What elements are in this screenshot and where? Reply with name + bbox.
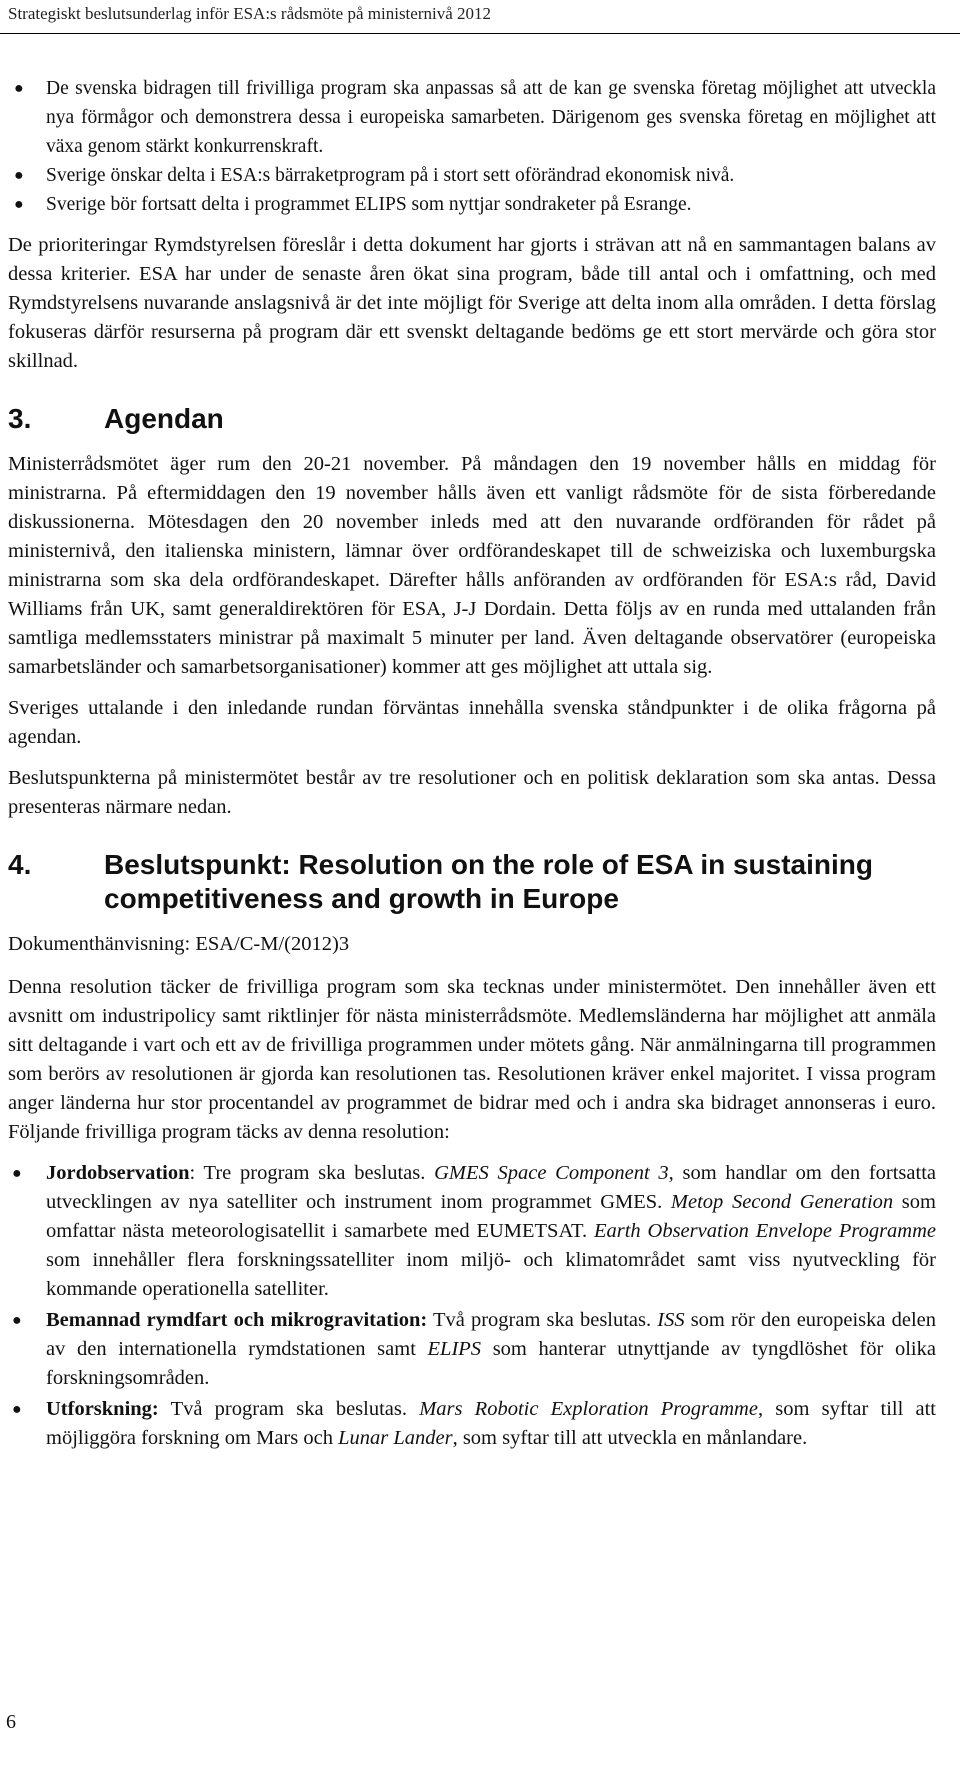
list-item: ● Sverige önskar delta i ESA:s bärraketprogram på i stort sett oförändrad ekonomisk nivå. (8, 161, 936, 190)
bullet-icon: ● (14, 80, 24, 97)
running-header-title: Strategiskt beslutsunderlag inför ESA:s rådsmöte på ministernivå 2012 (8, 4, 492, 23)
list-item: ● Utforskning: Två program ska beslutas. Mars Robotic Exploration Programme, som syftar till att möjliggöra forskning om Mars och Lunar Lander, som syftar till att utveckla en månlandare. (8, 1395, 936, 1453)
bullet-icon: ● (14, 196, 24, 213)
agenda-paragraph: Beslutspunkterna på ministermötet består av tre resolutioner och en politisk deklaration som ska antas. Dessa presenteras närmare nedan. (8, 767, 936, 818)
document-body (8, 74, 936, 1455)
section-number: 4. (8, 849, 32, 880)
bullet-icon: ● (12, 1312, 22, 1329)
section-4-heading (8, 848, 936, 916)
section-3-heading (8, 402, 936, 436)
document-reference: Dokumenthänvisning: ESA/C-M/(2012)3 (8, 933, 350, 955)
bullet-icon: ● (14, 167, 24, 184)
section-title: Beslutspunkt: Resolution on the role of ESA in sustaining competitiveness and growth in Europe (104, 849, 873, 914)
bullet-icon: ● (12, 1401, 22, 1418)
program-bullet-list (8, 1159, 936, 1453)
list-item: ● De svenska bidragen till frivilliga program ska anpassas så att de kan ge svenska företag möjlighet att utveckla nya förmågor och demonstrera dessa i europeiska samarbeten. Därigenom ges svenska företag en möjlighet att växa genom stärkt konkurrenskraft. (8, 74, 936, 161)
agenda-paragraph: Sveriges uttalande i den inledande rundan förväntas innehålla svenska ståndpunkter i de olika frågorna på agendan. (8, 697, 936, 748)
resolution-paragraph: Denna resolution täcker de frivilliga program som ska tecknas under ministermötet. Den innehåller även ett avsnitt om industripolicy samt riktlinjer för nästa ministerrådsmöte. Medlemsländerna har möjlighet att anmäla sitt deltagande i vart och ett av de frivilliga programmen under mötets gång. När anmälningarna till programmen som berörs av resolutionen är gjorda kan resolutionen tas. Resolutionen kräver enkel majoritet. I vissa program anger länderna hur stor procentandel av programmet de bidrar med och i andra ska bidraget annonseras i euro. Följande frivilliga program täcks av denna resolution: (8, 976, 936, 1143)
list-item: ● Bemannad rymdfart och mikrogravitation: Två program ska beslutas. ISS som rör den europeiska delen av den internationella rymdstationen samt ELIPS som hanterar utnyttjande av tyngdlöshet för olika forskningsområden. (8, 1306, 936, 1393)
page-number: 6 (6, 1711, 16, 1733)
intro-paragraph: De prioriteringar Rymdstyrelsen föreslår i detta dokument har gjorts i strävan att nå en sammantagen balans av dessa kriterier. ESA har under de senaste åren ökat sina program, både till antal och i omfattning, och med Rymdstyrelsens nuvarande anslagsnivå är det inte möjligt för Sverige att delta inom alla områden. I detta förslag fokuseras därför resurserna på program där ett svenskt deltagande bedöms ge ett stort mervärde och göra stor skillnad. (8, 234, 936, 372)
list-item: ● Sverige bör fortsatt delta i programmet ELIPS som nyttjar sondraketer på Esrange. (8, 190, 936, 219)
priority-bullet-list (8, 74, 936, 219)
agenda-paragraph: Ministerrådsmötet äger rum den 20-21 november. På måndagen den 19 november hålls en middag för ministrarna. På eftermiddagen den 19 november hålls även ett vanligt rådsmöte för de sista förberedande diskussionerna. Mötesdagen den 20 november inleds med att den nuvarande ordföranden för rådet på ministernivå, den italienska ministern, lämnar över ordförandeskapet till de schweiziska och luxemburgska ministrarna som ska dela ordförandeskapet. Därefter hålls anföranden av ordföranden för ESA:s råd, David Williams från UK, samt generaldirektören för ESA, J-J Dordain. Detta följs av en runda med uttalanden från samtliga medlemsstaters ministrar på maximalt 5 minuter per land. Även deltagande observatörer (europeiska samarbetsländer och samarbetsorganisationer) kommer att ges möjlighet att uttala sig. (8, 453, 936, 678)
section-title: Agendan (104, 403, 224, 434)
list-item: ● Jordobservation: Tre program ska beslutas. GMES Space Component 3, som handlar om den fortsatta utvecklingen av nya satelliter och instrument inom programmet GMES. Metop Second Generation som omfattar nästa meteorologisatellit i samarbete med EUMETSAT. Earth Observation Envelope Programme som innehåller flera forskningssatelliter inom miljö- och klimatområdet samt viss nyutveckling för kommande operationella satelliter. (8, 1159, 936, 1304)
bullet-icon: ● (12, 1165, 22, 1182)
running-header (0, 0, 960, 34)
section-number: 3. (8, 403, 32, 434)
